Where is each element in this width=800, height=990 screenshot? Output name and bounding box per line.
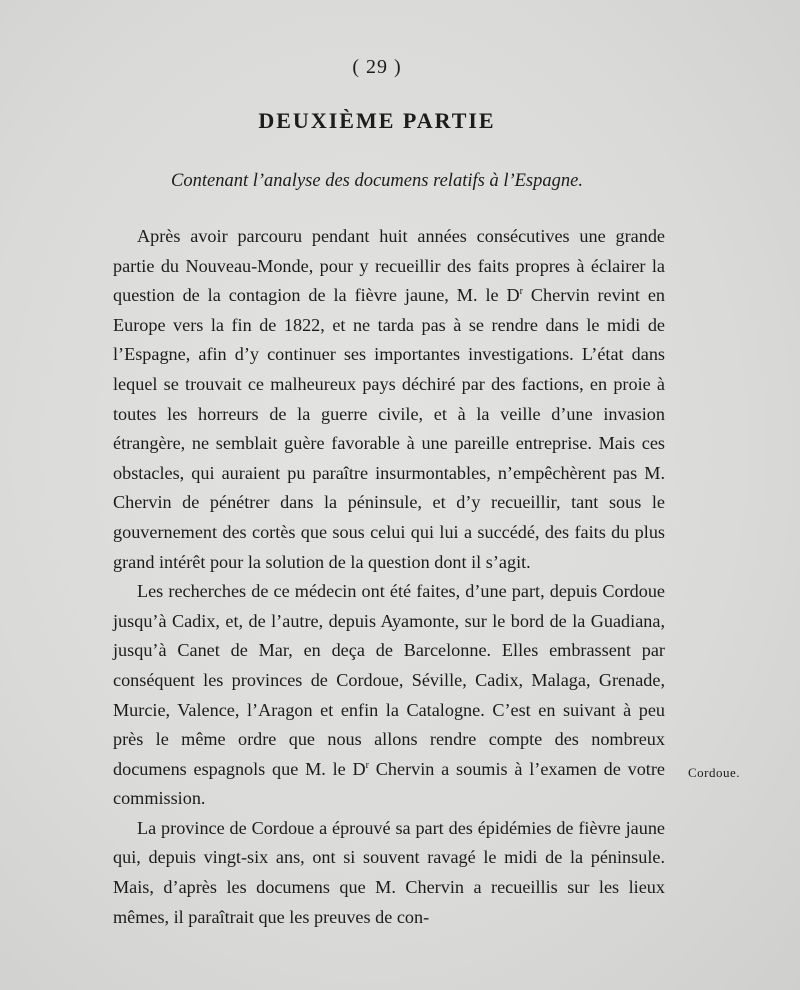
page-number: ( 29 ) bbox=[352, 56, 402, 78]
paragraph-1 bbox=[113, 222, 665, 577]
paragraph-2 bbox=[113, 577, 665, 814]
paragraph-text: La province de Cordoue a éprouvé sa part des épidémies de fièvre jaune qui, depuis vingt-six ans, ont si souvent ravagé le midi de la péninsule. Mais, d’après les documens que M. Chervin a recueillis sur les lieux mêmes, il paraîtrait que les preuves de con- bbox=[113, 817, 665, 927]
part-title: DEUXIÈME PARTIE bbox=[258, 108, 496, 133]
margin-note: Cordoue. bbox=[688, 765, 741, 780]
superscript: r bbox=[519, 286, 523, 298]
paragraph-3 bbox=[113, 814, 665, 932]
part-subtitle: Contenant l’analyse des documens relatifs à l’Espagne. bbox=[171, 171, 583, 191]
paragraph-text: Chervin revint en Europe vers la fin de 1822, et ne tarda pas à se rendre dans le midi de l’Espagne, afin d’y continuer ses importantes investigations. L’état dans lequel se trouvait ce malheureux pays déchiré par des factions, en proie à toutes les horreurs de la guerre civile, et à la veille d’une invasion étrangère, ne semblait guère favorable à une pareille entreprise. Mais ces obstacles, qui auraient pu paraître insurmontables, n’empêchèrent pas M. Chervin de pénétrer dans la péninsule, et d’y recueillir, tant sous le gouvernement des cortès que sous celui qui lui a succédé, des faits du plus grand intérêt pour la solution de la question dont il s’agit. bbox=[113, 285, 665, 572]
superscript: r bbox=[365, 759, 369, 771]
paragraph-text: Les recherches de ce médecin ont été faites, d’une part, depuis Cordoue jusqu’à Cadix, et, de l’autre, depuis Ayamonte, sur le bord de la Guadiana, jusqu’à Canet de Mar, en deça de Barcelonne. Elles embrassent par conséquent les provinces de Cordoue, Séville, Cadix, Malaga, Grenade, Murcie, Valence, l’Aragon et enfin la Catalogne. C’est en suivant à peu près le même ordre que nous allons rendre compte des nombreux documens espagnols que M. le D bbox=[113, 581, 665, 779]
body-text bbox=[113, 222, 665, 932]
paragraph-text: Après avoir parcouru pendant huit années consécutives une grande partie du Nouveau-Monde, pour y recueillir des faits propres à éclairer la question de la contagion de la fièvre jaune, M. le D bbox=[113, 226, 665, 306]
paragraph-text: Chervin a soumis à l’examen de votre commission. bbox=[113, 758, 665, 809]
